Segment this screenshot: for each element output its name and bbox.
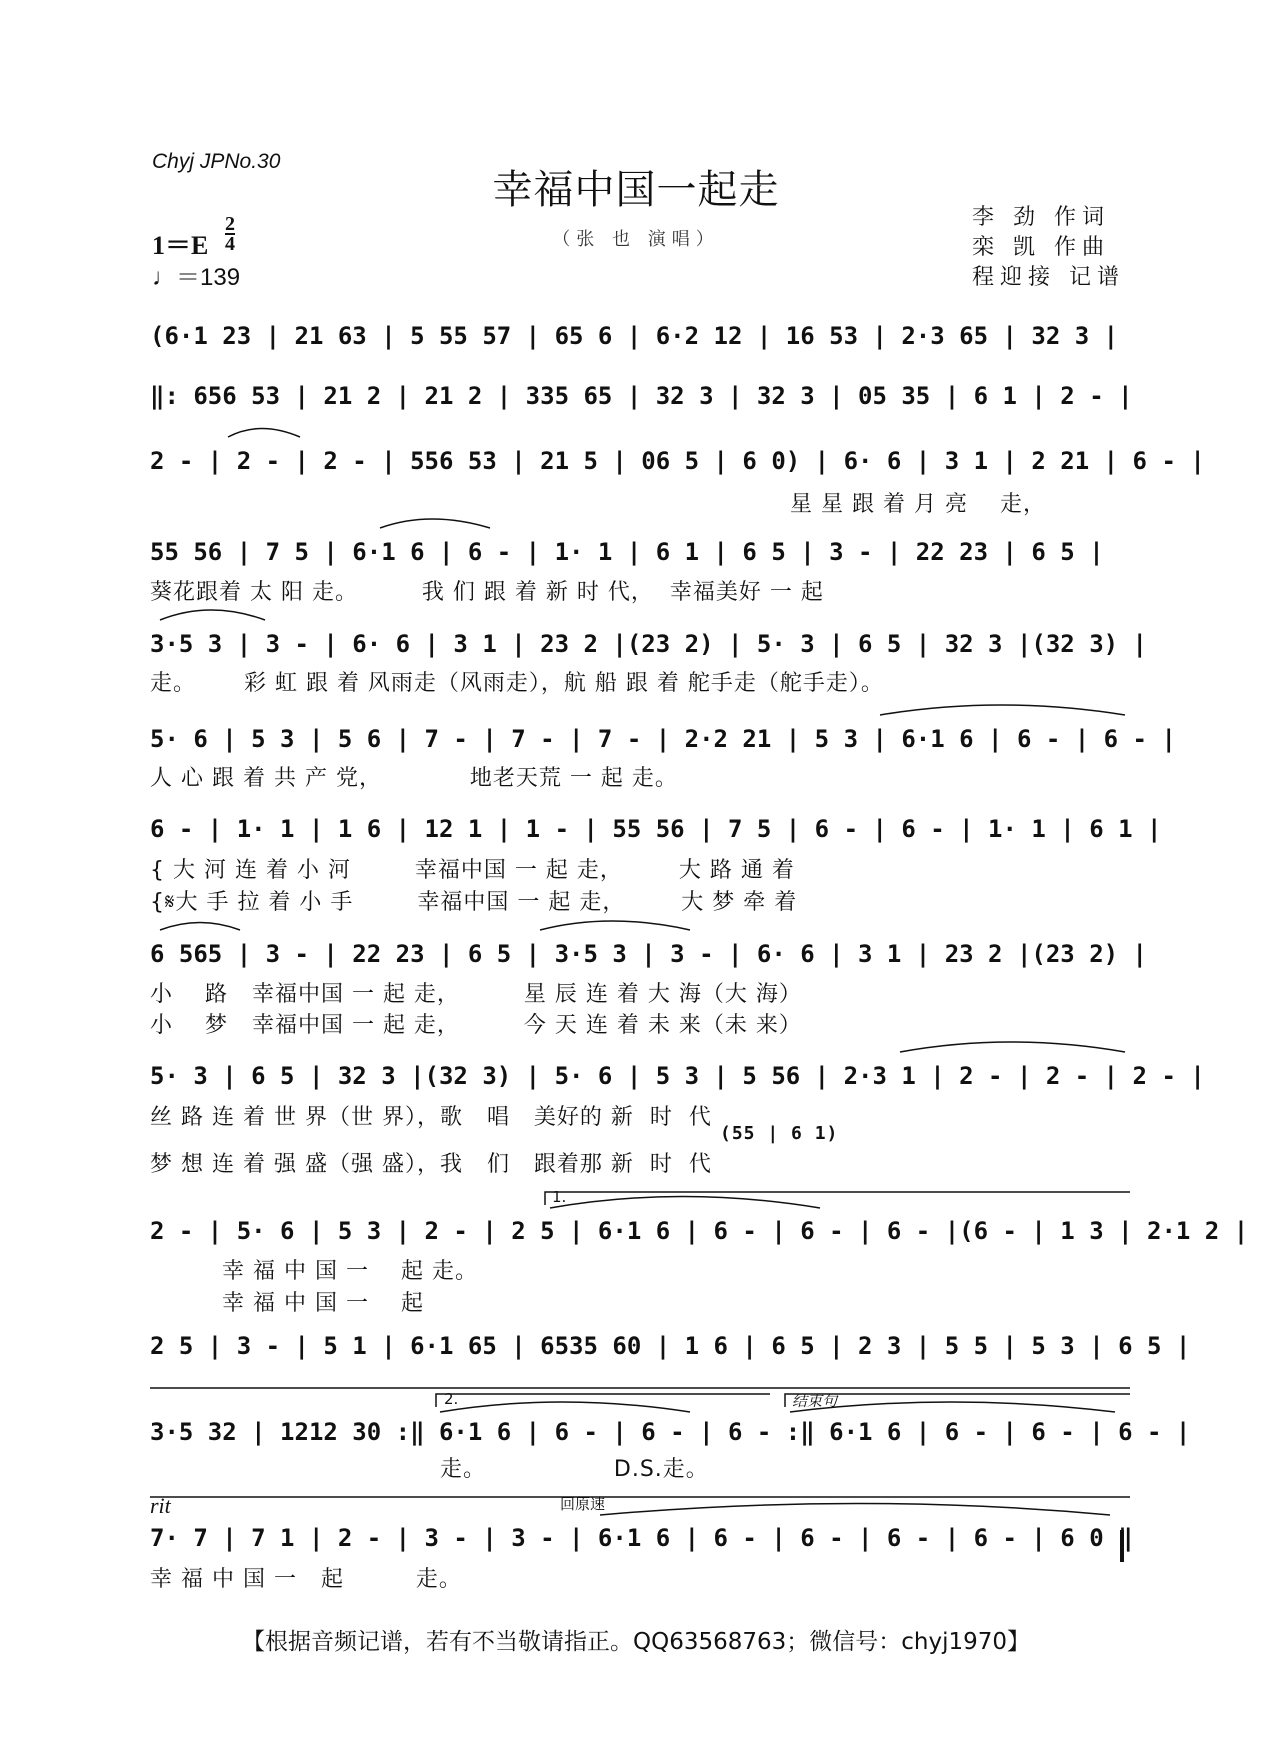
slur-5 [160, 923, 240, 931]
slur-10 [790, 1402, 1115, 1412]
time-numerator: 2 [225, 213, 235, 235]
footer-note: 【根据音频记谱，若有不当敬请指正。QQ63568763；微信号：chyj1970】 [241, 1629, 1031, 1655]
lyric-row-10a: 幸 福 中 国 一 起 走。 [222, 1259, 478, 1284]
ending-bracket [785, 1394, 1130, 1407]
lyric-row-7a: { 大 河 连 着 小 河 幸福中国 一 起 走， 大 路 通 着 [150, 858, 795, 883]
a-tempo-marking: 回原速 [560, 1495, 606, 1513]
alt-notes-row-9: (55 | 6 1) [720, 1123, 839, 1144]
ending-label: 结束句 [792, 1392, 838, 1410]
time-denominator: 4 [225, 233, 235, 255]
lyricist-credit: 李 劲 作词 [972, 205, 1110, 230]
lyric-row-8b: 小 梦 幸福中国 一 起 走， 今 天 连 着 未 来（未 来） [150, 1013, 802, 1038]
score-row-3: 2 - | 2 - | 2 - | 556 53 | 21 5 | 06 5 | 6 0) | 6· 6 | 3 1 | 2 21 | 6 - | [150, 447, 1205, 475]
slur-2 [380, 519, 490, 528]
score-row-5: 3·5 3 | 3 - | 6· 6 | 3 1 | 23 2 |(23 2) | 5· 3 | 6 5 | 32 3 |(32 3) | [150, 630, 1147, 658]
lyric-row-3: 星 星 跟 着 月 亮 走， [790, 492, 1046, 517]
singer-credit: （张 也 演唱） [552, 229, 720, 250]
score-row-4: 55 56 | 7 5 | 6·1 6 | 6 - | 1· 1 | 6 1 | 6 5 | 3 - | 22 23 | 6 5 | [150, 538, 1104, 566]
lyric-row-7b: {𝄋大 手 拉 着 小 手 幸福中国 一 起 走， 大 梦 牵 着 [150, 890, 798, 915]
slur-3 [160, 610, 265, 620]
rit-marking: rit [150, 1493, 171, 1518]
score-row-2: ‖: 656 53 | 21 2 | 21 2 | 335 65 | 32 3 | 32 3 | 05 35 | 6 1 | 2 - | [150, 382, 1133, 410]
key-signature: 1＝E [152, 231, 209, 260]
slur-1 [228, 429, 300, 438]
lyric-row-9a: 丝 路 连 着 世 界（世 界），歌 唱 美好的 新 时 代 [150, 1105, 712, 1130]
score-row-9: 5· 3 | 6 5 | 32 3 |(32 3) | 5· 6 | 5 3 | 5 56 | 2·3 1 | 2 - | 2 - | 2 - | [150, 1062, 1205, 1090]
slur-11 [600, 1504, 1110, 1516]
volta-2-label: 2. [444, 1390, 459, 1408]
score-row-7: 6 - | 1· 1 | 1 6 | 12 1 | 1 - | 55 56 | 7 5 | 6 - | 6 - | 1· 1 | 6 1 | [150, 815, 1162, 843]
score-row-6: 5· 6 | 5 3 | 5 6 | 7 - | 7 - | 7 - | 2·2 21 | 5 3 | 6·1 6 | 6 - | 6 - | [150, 725, 1176, 753]
score-row-8: 6 565 | 3 - | 22 23 | 6 5 | 3·5 3 | 3 - | 6· 6 | 3 1 | 23 2 |(23 2) | [150, 940, 1147, 968]
lyric-row-10b: 幸 福 中 国 一 起 [222, 1291, 424, 1316]
score-code: Chyj JPNo.30 [152, 150, 281, 173]
lyric-row-4: 葵花跟着 太 阳 走。 我 们 跟 着 新 时 代， 幸福美好 一 起 [150, 580, 824, 605]
lyric-row-13: 幸 福 中 国 一 起 走。 [150, 1567, 462, 1592]
composer-credit: 栾 凯 作曲 [972, 235, 1110, 260]
volta-1-label: 1. [552, 1188, 567, 1206]
slur-9 [440, 1402, 690, 1412]
lyric-row-9b: 梦 想 连 着 强 盛（强 盛），我 们 跟着那 新 时 代 [150, 1152, 712, 1177]
volta-2-bracket [436, 1394, 770, 1407]
tempo-marking: ♩＝139 [152, 264, 241, 291]
lyric-row-8a: 小 路 幸福中国 一 起 走， 星 辰 连 着 大 海（大 海） [150, 982, 802, 1007]
score-row-12: 3·5 32 | 1212 30 :‖ 6·1 6 | 6 - | 6 - | 6 - :‖ 6·1 6 | 6 - | 6 - | 6 - | [150, 1418, 1191, 1446]
slur-8 [550, 1197, 820, 1209]
score-row-13: 7· 7 | 7 1 | 2 - | 3 - | 3 - | 6·1 6 | 6 - | 6 - | 6 - | 6 - | 6 0 ‖ [150, 1524, 1133, 1552]
transcriber-credit: 程迎接 记谱 [972, 265, 1125, 290]
slur-4 [880, 705, 1125, 715]
score-row-10: 2 - | 5· 6 | 5 3 | 2 - | 2 5 | 6·1 6 | 6 - | 6 - | 6 - |(6 - | 1 3 | 2·1 2 | [150, 1217, 1249, 1245]
slur-7 [900, 1042, 1125, 1052]
lyric-row-12: 走。 D.S.走。 [440, 1457, 709, 1482]
score-row-11: 2 5 | 3 - | 5 1 | 6·1 65 | 6535 60 | 1 6 | 6 5 | 2 3 | 5 5 | 5 3 | 6 5 | [150, 1332, 1191, 1360]
score-row-1: (6·1 23 | 21 63 | 5 55 57 | 65 6 | 6·2 12 | 16 53 | 2·3 65 | 32 3 | [150, 322, 1119, 350]
song-title: 幸福中国一起走 [492, 167, 780, 213]
slur-6 [540, 921, 690, 930]
lyric-row-5: 走。 彩 虹 跟 着 风雨走（风雨走），航 船 跟 着 舵手走（舵手走）。 [150, 671, 884, 696]
lyric-row-6: 人 心 跟 着 共 产 党， 地老天荒 一 起 走。 [150, 766, 678, 791]
